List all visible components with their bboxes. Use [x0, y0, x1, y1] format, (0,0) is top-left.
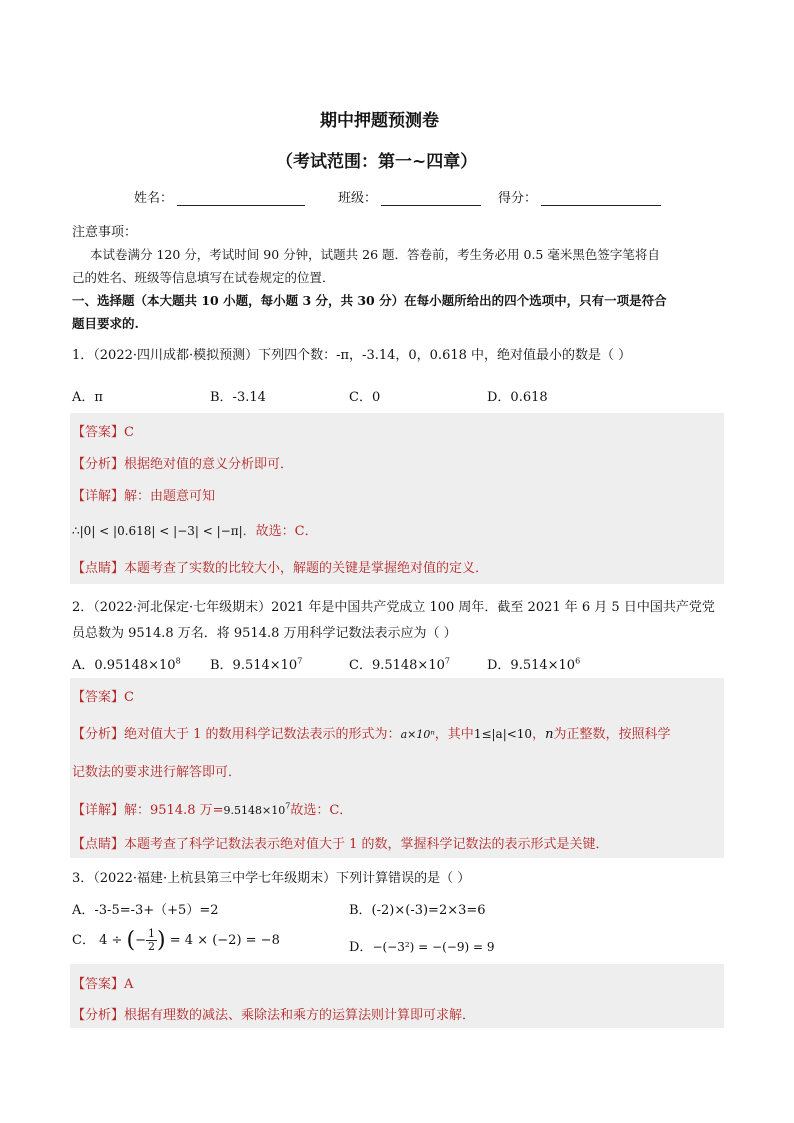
q1-detail-tag: 【详解】	[72, 489, 125, 504]
q2-answer	[72, 686, 134, 705]
q2-option-d-exp: 6	[575, 656, 581, 666]
q2-answer-value: C	[124, 690, 134, 705]
q3-option-d	[349, 936, 494, 955]
q1-comment-tag: 【点睛】	[72, 561, 125, 576]
q3-option-a: A．-3-5=-3+（+5）=2	[72, 903, 219, 918]
q2-analysis-text-a: 绝对值大于 1 的数用科学记数法表示的形式为：	[124, 727, 401, 742]
q3-analysis	[72, 1004, 475, 1023]
q1-conclusion: ．故选：C．	[242, 524, 318, 539]
q2-analysis-text-d: 为正整数，按照科学	[553, 727, 671, 742]
q2-option-b-exp: 7	[297, 656, 303, 666]
q3-analysis-text: 根据有理数的减法、乘除法和乘方的运算法则计算即可求解．	[124, 1008, 476, 1023]
q1-comment-text: 本题考查了实数的比较大小，解题的关键是掌握绝对值的定义．	[124, 561, 489, 576]
q2-detail-text-a: 解：9514.8 万=	[124, 803, 224, 818]
q3-option-c-lhs: 4 ÷	[99, 933, 123, 948]
name-label: 姓名：	[134, 191, 174, 206]
notes-heading: 注意事项：	[72, 225, 138, 240]
q2-option-a	[72, 654, 181, 673]
q1-math: ∴|0| < |0.618| < |−3| < |−π|	[72, 524, 243, 538]
q2-detail-text-b: 故选：C．	[290, 803, 353, 818]
q3-option-c-numerator: 1	[148, 927, 156, 940]
name-field	[134, 187, 305, 206]
q1-detail	[72, 485, 215, 504]
q2-analysis-text-c: ，	[532, 727, 546, 742]
q2-comment-text: 本题考查了科学记数法表示绝对值大于 1 的数，掌握科学记数法的表示形式是关键．	[124, 837, 609, 852]
q1-analysis	[72, 453, 293, 472]
q1-answer	[72, 421, 134, 440]
q1-answer-value: C	[124, 425, 134, 440]
q2-option-c	[349, 654, 450, 673]
q2-option-c-exp: 7	[444, 656, 450, 666]
q3-option-c-paren-close: )	[157, 928, 166, 953]
q2-option-b	[210, 654, 302, 673]
q3-option-b: B．(-2)×(-3)=2×3=6	[349, 903, 486, 918]
q2-comment	[72, 833, 609, 852]
q3-option-c-fraction	[146, 928, 157, 953]
q3-option-d-expr: −(−3²) = −(−9) = 9	[372, 940, 495, 954]
score-blank[interactable]	[541, 191, 661, 206]
q2-detail-tag: 【详解】	[72, 803, 125, 818]
q2-answer-tag: 【答案】	[72, 690, 125, 705]
q2-analysis-n: n	[545, 727, 554, 742]
q3-answer-value: A	[124, 977, 134, 992]
q3-option-c: C． 4 ÷ (− $\frac{1}{2}$ ) = 4 × (−2) = −8	[72, 927, 280, 953]
q2-comment-tag: 【点睛】	[72, 837, 125, 852]
class-blank[interactable]	[381, 191, 481, 206]
class-label: 班级：	[338, 191, 378, 206]
q1-analysis-tag: 【分析】	[72, 457, 125, 472]
q2-option-b-base: B．9.514×10	[210, 658, 298, 673]
q2-option-d-base: D．9.514×10	[487, 658, 576, 673]
q2-option-a-base: A．0.95148×10	[72, 658, 176, 673]
section-heading-line1: 一、选择题（本大题共 10 小题，每小题 3 分，共 30 分）在每小题所给出的四个选项中，只有一项是符合	[72, 293, 667, 308]
q2-detail-exp: 7	[285, 801, 291, 811]
q1-comment	[72, 557, 488, 576]
q1-stem: 1．（2022·四川成都·模拟预测）下列四个数：-π，-3.14，0，0.618 中，绝对值最小的数是（ ）	[72, 348, 632, 363]
q2-analysis-line2: 记数法的要求进行解答即可．	[72, 765, 242, 780]
q2-analysis-form: a×10ⁿ	[400, 728, 435, 741]
q3-answer	[72, 973, 133, 992]
notes-line1: 本试卷满分 120 分，考试时间 90 分钟，试题共 26 题．答卷前，考生务必用 0.5 毫米黑色签字笔将自	[90, 247, 660, 262]
q3-option-c-rhs: = 4 × (−2) = −8	[169, 933, 280, 948]
q2-analysis-text-b: ，其中	[434, 727, 474, 742]
q2-option-a-exp: 8	[175, 656, 181, 666]
q2-option-d	[487, 654, 580, 673]
q3-option-d-label: D．	[349, 940, 373, 955]
q1-option-c: C．0	[349, 390, 381, 405]
score-field	[498, 187, 661, 206]
name-blank[interactable]	[177, 191, 305, 206]
q2-analysis-range: 1≤|a|<10	[473, 727, 533, 741]
q3-option-c-label: C．	[72, 933, 95, 948]
q1-option-d: D．0.618	[487, 390, 548, 405]
q2-stem-line1: 2．（2022·河北保定·七年级期末）2021 年是中国共产党成立 100 周年．截至 2021 年 6 月 5 日中国共产党党	[72, 600, 715, 615]
q2-detail	[72, 799, 352, 818]
q1-analysis-text: 根据绝对值的意义分析即可．	[124, 457, 294, 472]
q3-answer-tag: 【答案】	[72, 977, 125, 992]
q3-option-c-paren-open: (	[126, 928, 136, 953]
q3-stem: 3．（2022·福建·上杭县第三中学七年级期末）下列计算错误的是（ ）	[72, 871, 471, 886]
q1-option-b: B．-3.14	[210, 390, 266, 405]
q1-answer-tag: 【答案】	[72, 425, 125, 440]
q1-detail-text: 解：由题意可知	[124, 489, 216, 504]
q2-analysis	[72, 723, 670, 742]
q2-stem-line2: 员总数为 9514.8 万名．将 9514.8 万用科学记数法表示应为（ ）	[72, 626, 457, 641]
section-heading-line2: 题目要求的.	[72, 316, 139, 331]
q3-analysis-tag: 【分析】	[72, 1008, 125, 1023]
q2-option-c-base: C．9.5148×10	[349, 658, 445, 673]
q1-math-line	[72, 520, 318, 539]
class-field	[338, 187, 481, 206]
page-subtitle: （考试范围：第一~四章）	[276, 152, 478, 172]
notes-line2: 己的姓名、班级等信息填写在试卷规定的位置．	[72, 270, 335, 285]
q3-option-c-denominator: 2	[148, 940, 156, 953]
score-label: 得分：	[498, 191, 538, 206]
q2-analysis-tag: 【分析】	[72, 727, 125, 742]
page-title: 期中押题预测卷	[320, 111, 439, 131]
q2-detail-value: 9.5148×10	[223, 804, 286, 817]
q1-option-a: A．π	[72, 390, 103, 405]
